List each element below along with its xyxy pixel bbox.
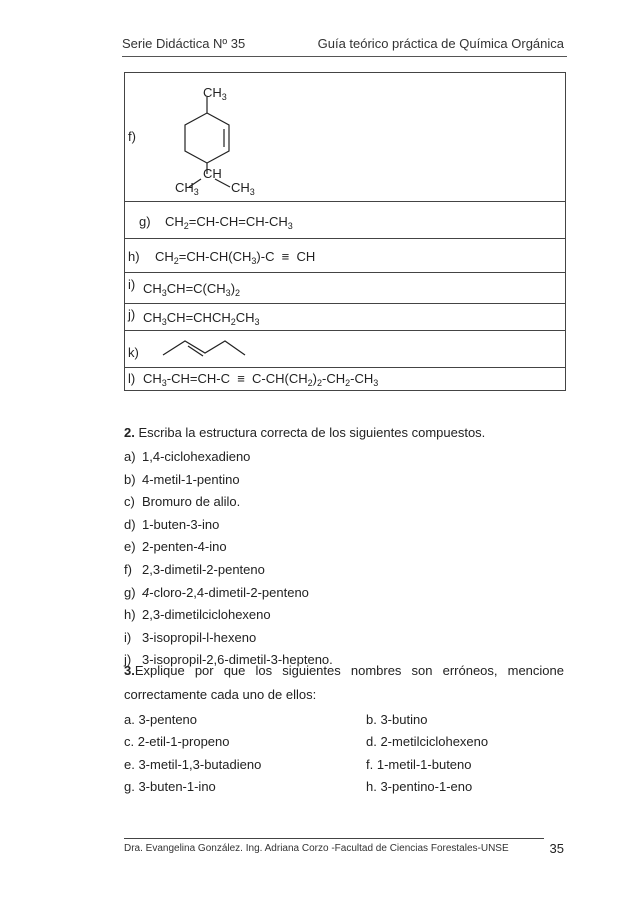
exercise-3-item: e. 3-metil-1,3-butadieno — [124, 756, 262, 772]
header-divider — [122, 56, 567, 57]
row-label: h) — [128, 249, 140, 264]
item-letter: b) — [124, 471, 136, 487]
item-letter: d) — [124, 516, 136, 532]
exercise-3-item: h. 3-pentino-1-eno — [366, 779, 473, 795]
formula-row-l — [125, 367, 565, 390]
exercise-2-item — [124, 539, 227, 554]
section-2-title: 2. Escriba la estructura correcta de los siguientes compuestos. — [124, 425, 486, 440]
item-text: 2,3-dimetil-2-penteno — [142, 562, 265, 577]
row-label: g) — [139, 214, 151, 229]
item-letter: h) — [124, 607, 136, 623]
item-letter: c) — [124, 494, 135, 510]
formula-row-i — [125, 272, 565, 303]
item-text: 2,3-dimetilciclohexeno — [142, 607, 271, 623]
guide-title: Guía teórico práctica de Química Orgánica — [317, 36, 564, 51]
formula-row-h — [125, 238, 565, 272]
item-letter: g) — [124, 584, 136, 600]
exercise-3-item: g. 3-buten-1-ino — [124, 779, 216, 795]
exercise-2-item — [124, 449, 250, 464]
exercise-2-item — [124, 562, 265, 577]
item-letter: j) — [124, 652, 132, 668]
formula-l: $CH_3-CH=CH-C \equiv C-CH(CH_2)_2-CH_2-CH_3$ — [143, 371, 379, 388]
item-letter: f) — [124, 562, 132, 577]
pentene-skeletal — [161, 335, 261, 359]
formula-g: $CH_2=CH-CH=CH-CH_3$ — [165, 214, 293, 231]
item-text: 3-isopropil-l-hexeno — [142, 629, 257, 645]
exercise-2-item — [124, 472, 240, 487]
row-label: l) — [128, 371, 136, 386]
exercise-2-item — [124, 494, 240, 509]
exercise-2-item — [124, 607, 271, 622]
item-text: 2-penten-4-ino — [142, 539, 227, 555]
ch-label: CH — [203, 166, 222, 181]
section-3-title: 3. Explique por que los siguientes nombres son erróneos, mencione correctamente cada uno de ellos: — [124, 663, 564, 702]
item-letter: a) — [124, 449, 136, 464]
formula-row-g — [125, 201, 565, 238]
formula-row-j — [125, 303, 565, 330]
formula-row-f — [125, 73, 565, 201]
exercise-3-item: c. 2-etil-1-propeno — [124, 734, 230, 750]
row-label: i) — [128, 277, 136, 292]
item-italic: 4 — [142, 584, 150, 600]
formula-table — [124, 72, 566, 391]
page-number: 35 — [549, 841, 564, 856]
row-label: k) — [128, 345, 139, 360]
item-text: 1-buten-3-ino — [142, 516, 220, 532]
formula-h: $CH_2=CH-CH(CH_3)-C$ ≡ CH — [155, 249, 316, 266]
item-text: 1,4-ciclohexadieno — [142, 449, 251, 464]
item-letter: e) — [124, 539, 136, 555]
footer-divider — [124, 838, 544, 839]
item-text: -cloro-2,4-dimetil-2-penteno — [149, 584, 309, 600]
exercise-3-item: b. 3-butino — [366, 712, 428, 727]
exercise-3-item: f. 1-metil-1-buteno — [366, 756, 472, 772]
ch3-top: $CH_3$ — [203, 85, 227, 102]
formula-i: $CH_3CH=C(CH_3)_2$ — [143, 281, 241, 298]
exercise-3-item: d. 2-metilciclohexeno — [366, 734, 489, 750]
item-text: Bromuro de alilo. — [142, 494, 241, 510]
formula-j: $CH_3CH=CHCH_2CH_3$ — [143, 310, 260, 327]
exercise-3-item: a. 3-penteno — [124, 712, 198, 727]
row-label: f) — [128, 129, 136, 144]
item-text: 4-metil-1-pentino — [142, 471, 240, 487]
formula-row-k — [125, 330, 565, 367]
item-text: 3-isopropil-2,6-dimetil-3-hepteno. — [142, 652, 333, 668]
series-title: Serie Didáctica Nº 35 — [122, 36, 246, 51]
footer-credits: Dra. Evangelina González. Ing. Adriana Corzo -Facultad de Ciencias Forestales-UNSE — [124, 843, 509, 854]
row-label: j) — [128, 307, 136, 322]
exercise-2-item — [124, 517, 219, 532]
exercise-2-item — [124, 585, 309, 600]
ch3-left: $CH_3$ — [175, 180, 199, 197]
item-letter: i) — [124, 629, 132, 645]
ch3-right: $CH_3$ — [231, 180, 255, 197]
exercise-2-item — [124, 630, 256, 645]
